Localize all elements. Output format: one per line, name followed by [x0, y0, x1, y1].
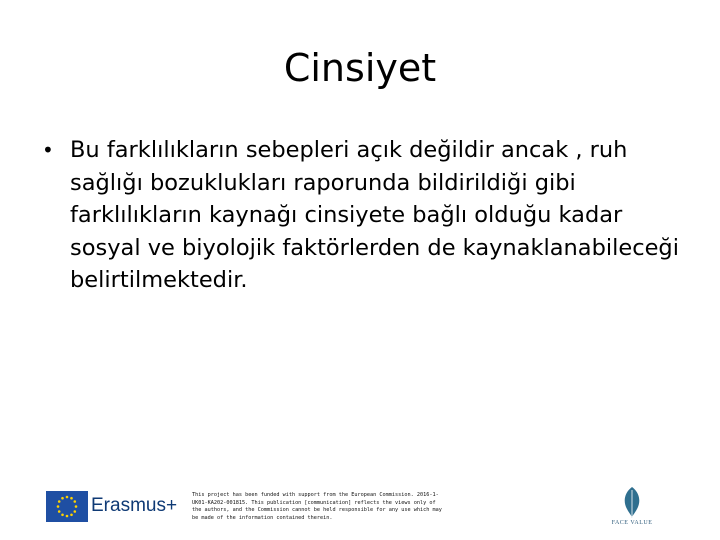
eu-flag-icon — [46, 491, 88, 522]
bullet-symbol: • — [42, 138, 54, 162]
face-value-label: FACE VALUE — [611, 520, 653, 526]
erasmus-logo — [46, 491, 186, 525]
erasmus-label: Erasmus+ — [91, 495, 178, 516]
bullet-text: Bu farklılıkların sebepleri açık değildir ancak , ruh sağlığı bozuklukları raporunda bildirildiği gibi farklılıkların kaynağı cinsiyete bağlı olduğu kadar sosyal ve biyolojik faktörlerden de kaynaklanabileceği belirtilmektedir. — [70, 137, 679, 293]
bullet-item — [40, 134, 690, 297]
leaf-icon — [602, 484, 662, 520]
slide-body — [40, 134, 690, 297]
slide-title: Cinsiyet — [283, 46, 437, 90]
face-value-logo — [602, 484, 662, 530]
funding-disclaimer: This project has been funded with support from the European Commission. 2016-1-UK01-KA202-001815. This publication [communication] reflects the views only of the authors, and the Commission cannot be held responsible for any use which may be made of the information contained therein. — [192, 492, 442, 521]
